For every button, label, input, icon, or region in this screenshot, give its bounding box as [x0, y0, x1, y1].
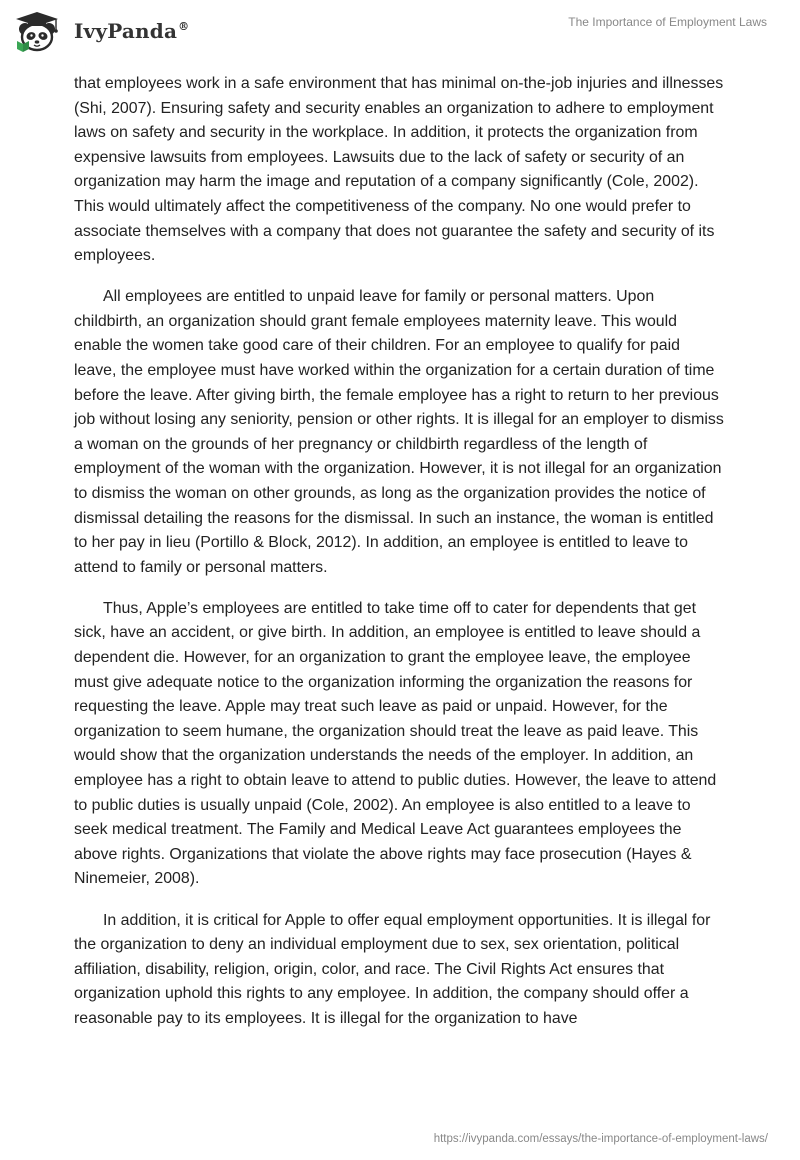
brand-name: IvyPanda®	[74, 19, 190, 43]
paragraph: Thus, Apple’s employees are entitled to take time off to cater for dependents that get sick, have an accident, or give birth. In addition, an employee is entitled to leave should a dependent die. However, for an organization to grant the employee leave, the employee must give adequate notice to the organization informing the organization the reasons for requesting the leave. Apple may treat such leave as paid or unpaid. However, for the organization to seem humane, the organization should treat the leave as paid leave. This would show that the organization understands the needs of the employer. In addition, an employee has a right to obtain leave to attend to public duties. However, the leave to attend to public duties is usually unpaid (Cole, 2002). An employee is also entitled to a leave to seek medical treatment. The Family and Medical Leave Act guarantees employees the above rights. Organizations that violate the above rights may face prosecution (Hayes & Ninemeier, 2008).	[74, 599, 717, 888]
paragraph: In addition, it is critical for Apple to offer equal employment opportunities. It is illegal for the organization to deny an individual employment due to sex, sex orientation, political affiliation, disability, religion, origin, color, and race. The Civil Rights Act ensures that organization uphold this rights to any employee. In addition, the company should offer a reasonable pay to its employees. It is illegal for the organization to have	[74, 911, 711, 1027]
panda-graduation-cap-icon	[14, 8, 66, 54]
page-header	[0, 0, 800, 60]
registered-mark: ®	[178, 20, 190, 34]
paragraph: that employees work in a safe environment that has minimal on-the-job injuries and illnesses (Shi, 2007). Ensuring safety and security enables an organization to adhere to employment laws on safety and security in the workplace. In addition, it protects the organization from expensive lawsuits from employees. Lawsuits due to the lack of safety or security of an organization may harm the image and reputation of a company significantly (Cole, 2002). This would ultimately affect the competitiveness of the company. No one would prefer to associate themselves with a company that does not guarantee the safety and security of its employees.	[74, 75, 724, 265]
paragraph: All employees are entitled to unpaid leave for family or personal matters. Upon childbirth, an organization should grant female employees maternity leave. This would enable the women take good care of their children. For an employee to qualify for paid leave, the employee must have worked within the organization for a certain duration of time before the leave. After giving birth, the female employee has a right to return to her previous job without losing any seniority, pension or other rights. It is illegal for an employer to dismiss a woman on the grounds of her pregnancy or childbirth regardless of the length of employment of the woman with the organization. However, it is not illegal for an organization to dismiss the woman on other grounds, as long as the organization provides the notice of dismissal detailing the reasons for the dismissal. In such an instance, the woman is entitled to her pay in lieu (Portillo & Block, 2012). In addition, an employee is entitled to leave to attend to family or personal matters.	[74, 288, 724, 576]
document-title: The Importance of Employment Laws	[568, 15, 767, 29]
source-url[interactable]: https://ivypanda.com/essays/the-importance-of-employment-laws/	[433, 1133, 768, 1145]
essay-body	[74, 72, 724, 1048]
brand-logo[interactable]	[14, 8, 189, 54]
